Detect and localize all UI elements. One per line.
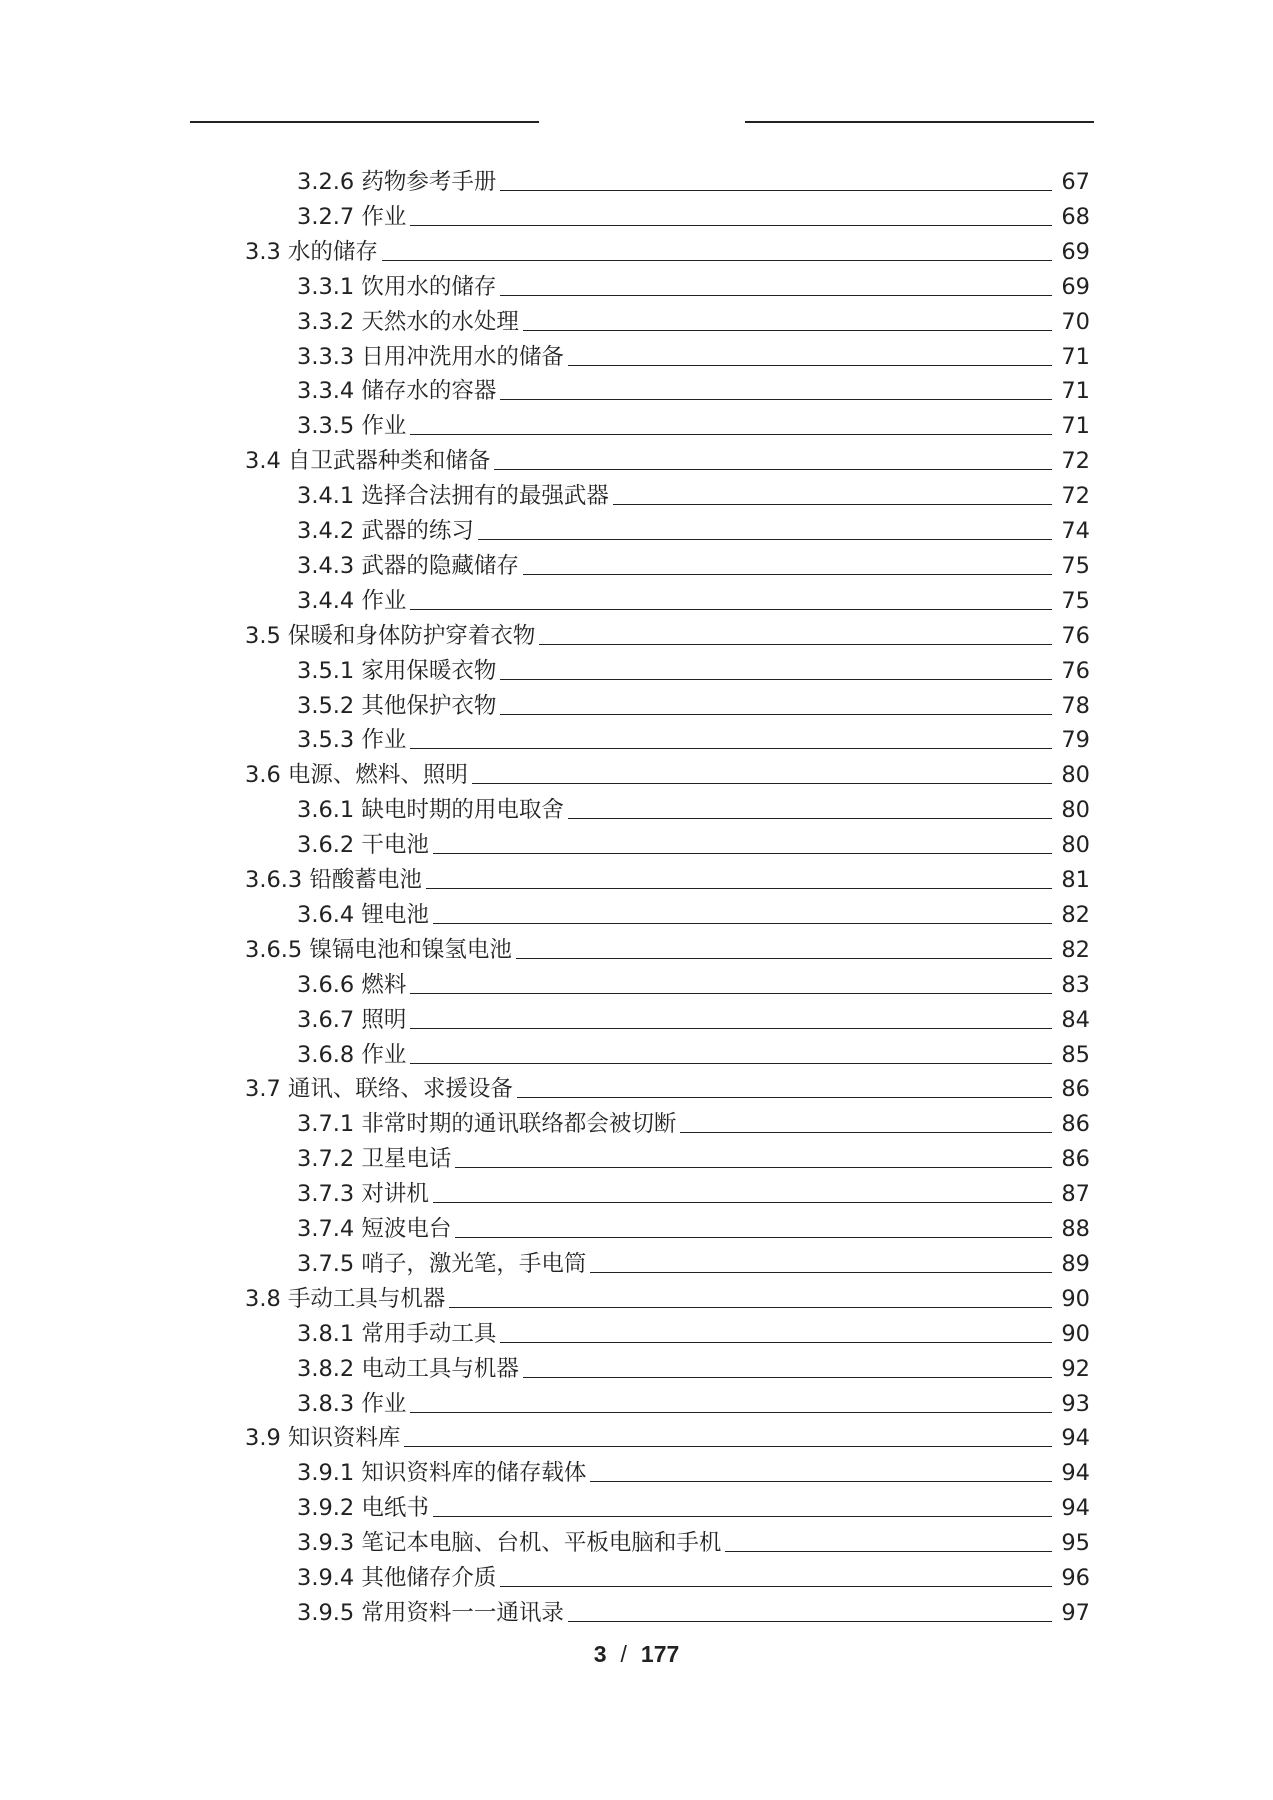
toc-entry-title: 3.5.1 家用保暖衣物 xyxy=(297,657,497,684)
toc-leader-line xyxy=(500,190,1052,191)
toc-leader-line xyxy=(410,225,1052,226)
toc-entry-page-number: 80 xyxy=(1061,832,1090,859)
toc-entry[interactable] xyxy=(297,651,1090,685)
toc-entry[interactable] xyxy=(297,1384,1090,1418)
toc-entry-title: 3.3.2 天然水的水处理 xyxy=(297,308,519,335)
toc-entry[interactable] xyxy=(297,476,1090,510)
toc-leader-line xyxy=(455,1237,1052,1238)
toc-entry-title: 3.9.5 常用资料一一通讯录 xyxy=(297,1599,564,1626)
toc-leader-line xyxy=(568,365,1052,366)
toc-entry-title: 3.9.2 电纸书 xyxy=(297,1495,429,1522)
toc-entry[interactable] xyxy=(297,1035,1090,1069)
toc-entry-page-number: 94 xyxy=(1061,1495,1090,1522)
toc-entry-page-number: 94 xyxy=(1061,1425,1090,1452)
toc-entry-title: 3.7 通讯、联络、求援设备 xyxy=(245,1076,513,1103)
toc-entry[interactable] xyxy=(297,1139,1090,1173)
toc-entry[interactable] xyxy=(297,371,1090,405)
toc-leader-line xyxy=(500,399,1052,400)
toc-entry-title: 3.6 电源、燃料、照明 xyxy=(245,762,468,789)
toc-leader-line xyxy=(472,783,1052,784)
toc-leader-line xyxy=(517,1097,1052,1098)
toc-entry-page-number: 90 xyxy=(1061,1320,1090,1347)
toc-leader-line xyxy=(680,1132,1052,1133)
toc-leader-line xyxy=(426,888,1052,889)
toc-entry-title: 3.6.4 锂电池 xyxy=(297,901,429,928)
page-separator: / xyxy=(620,1641,627,1667)
toc-entry-title: 3.4.3 武器的隐藏储存 xyxy=(297,552,519,579)
toc-entry-page-number: 80 xyxy=(1061,797,1090,824)
toc-leader-line xyxy=(613,504,1052,505)
toc-entry-page-number: 67 xyxy=(1061,169,1090,195)
toc-entry-title: 3.8 手动工具与机器 xyxy=(245,1285,446,1312)
toc-leader-line xyxy=(516,958,1052,959)
toc-entry-page-number: 93 xyxy=(1061,1390,1090,1417)
toc-entry-title: 3.4.2 武器的练习 xyxy=(297,518,474,544)
toc-entry-title: 3.6.5 镍镉电池和镍氢电池 xyxy=(245,936,512,963)
toc-entry-page-number: 74 xyxy=(1061,518,1090,544)
toc-entry-title: 3.8.1 常用手动工具 xyxy=(297,1320,497,1347)
toc-leader-line xyxy=(725,1551,1052,1552)
toc-entry-title: 3.7.1 非常时期的通讯联络都会被切断 xyxy=(297,1111,677,1138)
toc-entry-page-number: 72 xyxy=(1061,483,1090,510)
toc-entry-title: 3.2.6 药物参考手册 xyxy=(297,169,497,195)
toc-leader-line xyxy=(410,1028,1052,1029)
toc-entry-page-number: 84 xyxy=(1061,1006,1090,1033)
toc-entry-page-number: 68 xyxy=(1061,203,1090,230)
toc-entry-title: 3.3 水的储存 xyxy=(245,238,378,265)
toc-entry-page-number: 92 xyxy=(1061,1355,1090,1382)
toc-entry-page-number: 89 xyxy=(1061,1250,1090,1277)
toc-entry[interactable] xyxy=(245,930,1090,964)
toc-entry-page-number: 71 xyxy=(1061,343,1090,370)
toc-entry-title: 3.9 知识资料库 xyxy=(245,1425,401,1452)
toc-entry-title: 3.3.4 储存水的容器 xyxy=(297,378,497,405)
toc-entry-page-number: 94 xyxy=(1061,1460,1090,1487)
toc-leader-line xyxy=(590,1272,1052,1273)
toc-entry-page-number: 72 xyxy=(1061,448,1090,475)
toc-entry-title: 3.5.2 其他保护衣物 xyxy=(297,692,497,719)
toc-entry-page-number: 83 xyxy=(1061,971,1090,998)
toc-leader-line xyxy=(433,923,1052,924)
toc-entry[interactable] xyxy=(297,1209,1090,1243)
toc-entry-title: 3.4.1 选择合法拥有的最强武器 xyxy=(297,483,609,510)
header-rule-right xyxy=(745,121,1094,123)
header-rule-left xyxy=(190,121,539,123)
toc-entry[interactable] xyxy=(297,1174,1090,1208)
toc-leader-line xyxy=(433,1516,1052,1517)
toc-entry[interactable] xyxy=(297,1488,1090,1522)
toc-leader-line xyxy=(410,1412,1052,1413)
toc-leader-line xyxy=(500,295,1052,296)
toc-entry[interactable] xyxy=(297,1593,1090,1627)
toc-entry-page-number: 69 xyxy=(1061,273,1090,300)
toc-entry[interactable] xyxy=(245,1418,1090,1452)
toc-entry[interactable] xyxy=(297,1314,1090,1348)
toc-leader-line xyxy=(500,1586,1052,1587)
toc-entry-title: 3.5.3 作业 xyxy=(297,727,407,754)
toc-entry-title: 3.9.3 笔记本电脑、台机、平板电脑和手机 xyxy=(297,1530,722,1557)
toc-leader-line xyxy=(500,679,1052,680)
toc-entry-page-number: 78 xyxy=(1061,692,1090,719)
toc-entry-page-number: 75 xyxy=(1061,552,1090,579)
toc-entry[interactable] xyxy=(297,965,1090,999)
toc-entry-page-number: 96 xyxy=(1061,1565,1090,1591)
toc-entry-page-number: 71 xyxy=(1061,413,1090,440)
toc-entry-title: 3.7.4 短波电台 xyxy=(297,1216,452,1242)
toc-entry[interactable] xyxy=(297,895,1090,929)
toc-entry-page-number: 70 xyxy=(1061,308,1090,335)
toc-entry-title: 3.5 保暖和身体防护穿着衣物 xyxy=(245,622,536,649)
toc-entry-page-number: 75 xyxy=(1061,587,1090,614)
toc-entry-page-number: 71 xyxy=(1061,378,1090,405)
toc-entry[interactable] xyxy=(245,232,1090,266)
page-number-footer xyxy=(0,1641,1273,1668)
toc-entry-title: 3.3.1 饮用水的储存 xyxy=(297,273,497,300)
toc-entry-title: 3.6.6 燃料 xyxy=(297,971,407,998)
toc-entry[interactable] xyxy=(297,1453,1090,1487)
toc-entry-page-number: 85 xyxy=(1061,1041,1090,1068)
toc-leader-line xyxy=(410,434,1052,435)
toc-entry[interactable] xyxy=(297,546,1090,580)
toc-leader-line xyxy=(500,1342,1052,1343)
toc-entry-page-number: 88 xyxy=(1061,1216,1090,1242)
toc-entry-title: 3.9.4 其他储存介质 xyxy=(297,1565,497,1591)
toc-leader-line xyxy=(410,1063,1052,1064)
toc-entry-title: 3.6.8 作业 xyxy=(297,1041,407,1068)
toc-entry-page-number: 81 xyxy=(1061,867,1090,893)
toc-leader-line xyxy=(449,1307,1052,1308)
toc-entry[interactable] xyxy=(297,267,1090,301)
toc-entry[interactable] xyxy=(245,1279,1090,1313)
toc-leader-line xyxy=(568,1621,1052,1622)
toc-entry-page-number: 90 xyxy=(1061,1285,1090,1312)
toc-entry-title: 3.4.4 作业 xyxy=(297,587,407,614)
toc-entry[interactable] xyxy=(297,825,1090,859)
toc-leader-line xyxy=(382,260,1052,261)
toc-entry-page-number: 79 xyxy=(1061,727,1090,754)
toc-entry[interactable] xyxy=(297,581,1090,615)
toc-entry-page-number: 95 xyxy=(1061,1530,1090,1557)
toc-entry[interactable] xyxy=(245,1069,1090,1103)
toc-leader-line xyxy=(539,644,1052,645)
toc-leader-line xyxy=(500,714,1052,715)
toc-entry-title: 3.2.7 作业 xyxy=(297,203,407,230)
toc-entry[interactable] xyxy=(297,406,1090,440)
toc-entry-title: 3.4 自卫武器种类和储备 xyxy=(245,448,491,475)
toc-entry-page-number: 76 xyxy=(1061,622,1090,649)
toc-entry-page-number: 86 xyxy=(1061,1146,1090,1173)
toc-leader-line xyxy=(455,1167,1052,1168)
total-pages: 177 xyxy=(640,1641,680,1667)
toc-entry-title: 3.6.2 干电池 xyxy=(297,832,429,859)
toc-entry[interactable] xyxy=(245,616,1090,650)
toc-entry-title: 3.6.3 铅酸蓄电池 xyxy=(245,867,422,893)
toc-entry-title: 3.7.5 哨子，激光笔，手电筒 xyxy=(297,1250,587,1277)
toc-entry[interactable] xyxy=(297,790,1090,824)
toc-entry[interactable] xyxy=(297,197,1090,231)
toc-leader-line xyxy=(404,1446,1052,1447)
toc-leader-line xyxy=(590,1481,1052,1482)
toc-leader-line xyxy=(568,818,1052,819)
toc-entry[interactable] xyxy=(245,441,1090,475)
toc-entry[interactable] xyxy=(297,1000,1090,1034)
toc-entry-page-number: 82 xyxy=(1061,936,1090,963)
toc-leader-line xyxy=(523,574,1052,575)
toc-entry-title: 3.7.3 对讲机 xyxy=(297,1181,429,1208)
toc-entry[interactable] xyxy=(297,162,1090,196)
toc-leader-line xyxy=(433,1202,1052,1203)
toc-entry-title: 3.8.2 电动工具与机器 xyxy=(297,1355,519,1382)
toc-leader-line xyxy=(410,748,1052,749)
toc-leader-line xyxy=(410,993,1052,994)
toc-entry[interactable] xyxy=(297,1349,1090,1383)
toc-entry-page-number: 80 xyxy=(1061,762,1090,789)
toc-entry-page-number: 97 xyxy=(1061,1599,1090,1626)
toc-entry-title: 3.8.3 作业 xyxy=(297,1390,407,1417)
toc-entry[interactable] xyxy=(297,337,1090,371)
toc-entry-title: 3.3.3 日用冲洗用水的储备 xyxy=(297,343,564,370)
toc-entry[interactable] xyxy=(297,1244,1090,1278)
toc-entry-title: 3.6.7 照明 xyxy=(297,1006,407,1033)
toc-entry[interactable] xyxy=(297,720,1090,754)
toc-entry[interactable] xyxy=(297,1104,1090,1138)
toc-leader-line xyxy=(523,330,1052,331)
toc-entry[interactable] xyxy=(297,686,1090,720)
toc-entry-page-number: 82 xyxy=(1061,901,1090,928)
toc-leader-line xyxy=(478,539,1052,540)
toc-entry-page-number: 86 xyxy=(1061,1076,1090,1103)
toc-entry[interactable] xyxy=(297,511,1090,545)
toc-entry[interactable] xyxy=(245,755,1090,789)
toc-entry-page-number: 69 xyxy=(1061,238,1090,265)
toc-entry-page-number: 87 xyxy=(1061,1181,1090,1208)
toc-entry-title: 3.7.2 卫星电话 xyxy=(297,1146,452,1173)
toc-entry[interactable] xyxy=(297,302,1090,336)
toc-entry-title: 3.3.5 作业 xyxy=(297,413,407,440)
toc-leader-line xyxy=(523,1377,1052,1378)
toc-entry[interactable] xyxy=(297,1523,1090,1557)
toc-entry-page-number: 76 xyxy=(1061,657,1090,684)
toc-leader-line xyxy=(433,853,1052,854)
toc-entry-page-number: 86 xyxy=(1061,1111,1090,1138)
toc-entry[interactable] xyxy=(245,860,1090,894)
toc-entry-title: 3.9.1 知识资料库的储存载体 xyxy=(297,1460,587,1487)
toc-entry[interactable] xyxy=(297,1558,1090,1592)
toc-leader-line xyxy=(410,609,1052,610)
toc-leader-line xyxy=(494,469,1052,470)
toc-entry-title: 3.6.1 缺电时期的用电取舍 xyxy=(297,797,564,824)
current-page-number: 3 xyxy=(593,1641,607,1667)
